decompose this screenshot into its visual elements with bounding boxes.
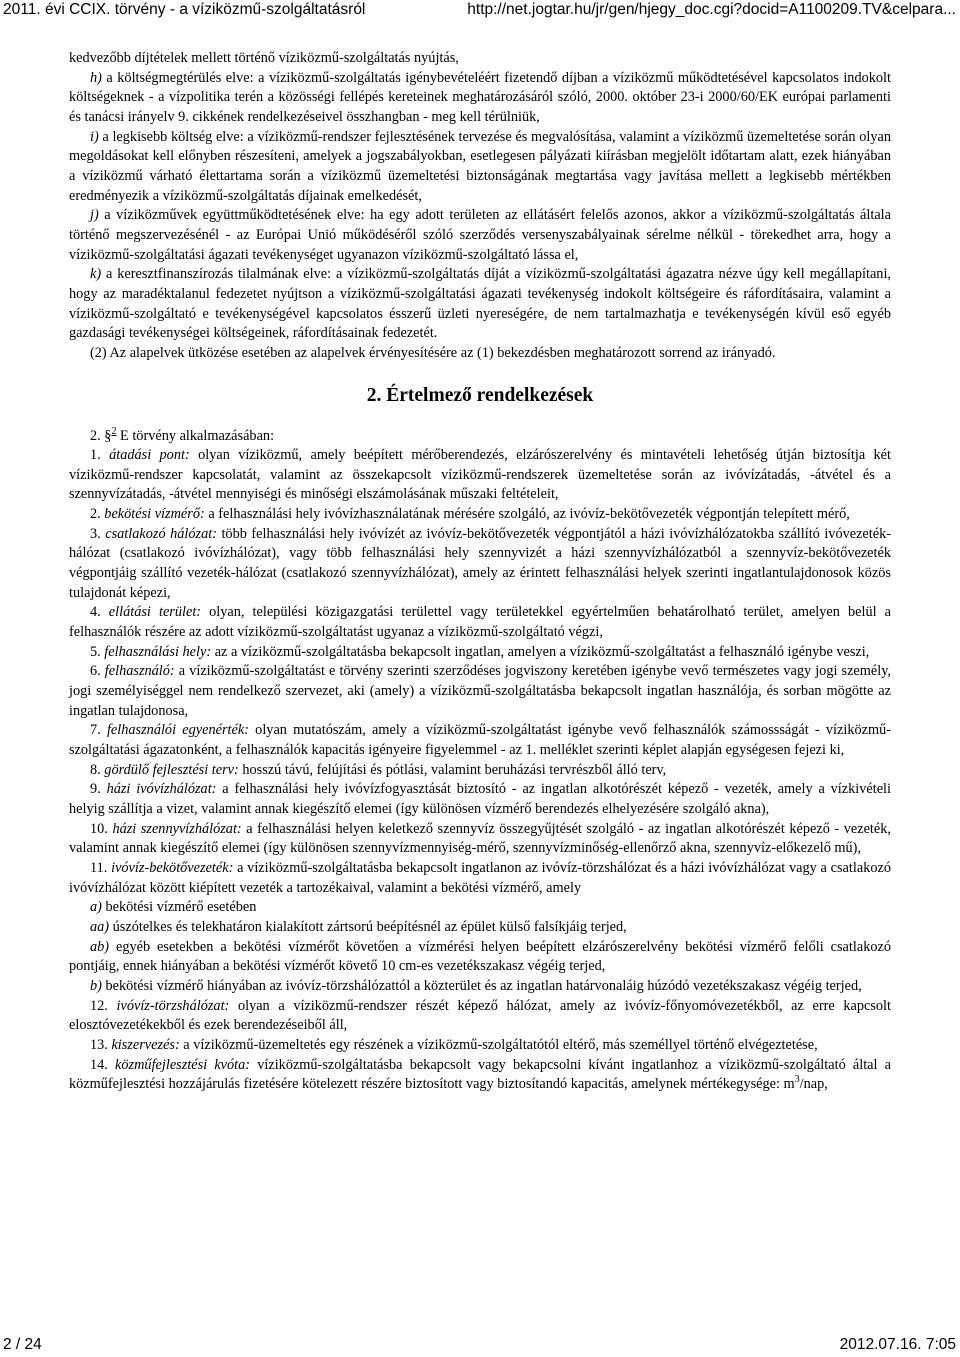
def-number: 8. [90,761,105,778]
def-term: átadási pont: [109,447,190,464]
print-datetime: 2012.07.16. 7:05 [839,1336,956,1353]
definition-10 [69,820,891,859]
definition-3 [69,525,891,604]
definition-14 [69,1056,891,1095]
section-2-intro [69,427,891,447]
def-number: 4. [90,604,109,621]
def-text: olyan, települési közigazgatási területtel vagy területekkel egyértelműen behatárolható terület, amelyen belül a felhasználók részére az adott víziközmű-szolgáltatást ugyanaz a víziközmű-szolgáltató végzi, [69,604,891,641]
item-label: aa) [90,918,110,935]
def-number: 1. [90,447,110,464]
document-body [69,49,891,1095]
def-number: 12. [90,997,117,1014]
definition-11 [69,859,891,898]
def-number: 13. [90,1036,112,1053]
def-text: az a víziközmű-szolgáltatásba bekapcsolt ingatlan, amelyen a víziközmű-szolgáltatást a felhasználó igénybe veszi, [211,643,870,660]
item-text: a költségmegtérülés elve: a víziközmű-szolgáltatás igénybevételéért fizetendő díjban a víziközmű működtetésével kapcsolatos indokolt költségeknek - a vízpolitika terén a közösségi fellépés kereteinek meghatározásáról szóló, 2000. október 23-i 2000/60/EK európai parlamenti és tanácsi irányelv 9. cikkének rendelkezéseivel összhangban - meg kell térülniük, [69,69,891,125]
footnote-link[interactable]: 2 [111,425,117,437]
item-label: b) [90,977,102,994]
def-number: 3. [90,525,106,542]
item-label: k) [90,266,102,283]
superscript: 3 [794,1074,800,1086]
definition-8 [69,761,891,781]
item-text: úszótelkes és telekhatáron kialakított zártsorú beépítésnél az épület külső falsíkjáig terjed, [109,918,627,935]
def-text: víziközmű-szolgáltatásba bekapcsolt vagy bekapcsolni kívánt ingatlanhoz a víziközmű-szolgáltató által a közműfejlesztési hozzájárulás fizetésére kötelezett részére biztosított vagy biztosítandó kapacitás, amelynek mértékegysége: m [69,1056,891,1093]
def-text: hosszú távú, felújítási és pótlási, valamint beruházási tervrészből álló terv, [238,761,667,778]
def-text: több felhasználási hely ivóvízét az ivóvíz-bekötővezeték végpontjától a házi ivóvízhálózatokba szállító ivóvezeték-hálózat (csatlakozó ivóvízhálózat), vagy több felhasználási hely szennyvizét a házi szennyvízhálózatból a szennyvíz-bekötővezeték végpontjáig szállító vezeték-hálózat (csatlakozó szennyvízhálózat), amely az érintett felhasználási helyek szerinti ingatlantulajdonosok közös tulajdonát képezi, [69,525,892,601]
paragraph-k [69,265,891,344]
def-text: a víziközmű-szolgáltatásba bekapcsolt ingatlanon az ivóvíz-törzshálózat és a házi ivóvízhálózat vagy a csatlakozó ivóvízhálózat között kiépített vezeték a tartozékaival, valamint a bekötési vízmérő, amely [69,859,891,896]
def-term: kiszervezés: [111,1036,180,1053]
def-text: olyan víziközmű, amely beépített mérőberendezés, elzárószerelvény és mintavételi lehetőség útján biztosítja két víziközmű-rendszer kapcsolatát, valamint az összekapcsolt víziközmű-rendszerek üzemeltetése során az ivóvízátadás, -átvétel és a szennyvízátadás, -átvétel mennyiségi és minőségi elszámolásának műszaki feltételeit, [69,447,891,503]
def-number: 2. [90,506,105,523]
def-term: ellátási terület: [108,604,202,621]
item-label: j) [90,207,99,224]
paragraph-j [69,206,891,265]
paragraph-2: (2) Az alapelvek ütközése esetében az alapelvek érvényesítésére az (1) bekezdésben meghatározott sorrend az irányadó. [90,344,776,361]
item-text: egyéb esetekben a bekötési vízmérőt követően a vízmérési helyen beépített elzárószerelvény bekötési vízmérő felőli csatlakozó pontjáig, ennek hiányában a bekötési vízmérőt követő 10 cm-es vezetékszakasz végéig terjed, [69,938,891,975]
def-number: 14. [90,1056,116,1073]
def-term: felhasználó: [104,663,175,680]
item-label: ab) [90,938,110,955]
definition-6 [69,662,891,721]
page-footer [0,1335,960,1357]
item-text: a legkisebb költség elve: a víziközmű-rendszer fejlesztésének tervezése és megvalósítása, valamint a víziközmű üzemeltetése során olyan megoldásokat kell előnyben részesíteni, amelyek a jogszabályokban, esetlegesen pályázati kiírásban megjelölt időtartam alatt, ezek hiányában a víziközmű várható élettartama során a víziközmű üzemeltetési biztonságának megtartása vagy javítása mellett a legkisebb mértékben eredményezik a víziközmű-szolgáltatás díjainak emelkedését, [69,128,891,204]
def-number: 7. [90,722,107,739]
paragraph-i [69,128,891,207]
paragraph-h [69,69,891,128]
section-title: 2. Értelmező rendelkezések [366,384,594,406]
def-text: olyan a víziközmű-rendszer részét képező hálózat, amely az ivóvíz-főnyomóvezetékből, az erre kapcsolt elosztóvezetékekből és ezek berendezéseiből áll, [69,997,891,1034]
item-label: a) [90,899,102,916]
definition-7 [69,721,891,760]
item-text: bekötési vízmérő esetében [101,899,257,916]
item-label: h) [90,69,102,86]
def-text-tail: /nap, [799,1076,828,1093]
definition-11-a [69,898,891,918]
def-text: a felhasználási hely ivóvízfogyasztását biztosító - az ingatlan alkotórészét képező - vezeték, amely a vízkivételi helyig szállítja a vizet, valamint annak kiegészítő elemei (így különösen vízmérő berendezés elhelyezésére szolgáló akna), [69,781,891,817]
definition-9 [69,780,891,819]
def-text: a felhasználási helyen keletkező szennyvíz összegyűjtését szolgáló - az ingatlan alkotórészét képező - vezeték, valamint annak kiegészítő elemei (így különösen szennyvízmennyiség-mérő, szennyvízminőség-ellenőrző akna, szennyvíz-előkezelő mű), [69,820,891,857]
def-term: felhasználási hely: [104,643,212,660]
def-term: közműfejlesztési kvóta: [115,1056,251,1073]
def-term: ivóvíz-bekötővezeték: [111,859,234,876]
item-text: a keresztfinanszírozás tilalmának elve: a víziközmű-szolgáltatás díját a víziközmű-szolgáltatási ágazatra nézve úgy kell megállapítani, hogy az maradéktalanul fedezetet nyújtson a víziközmű-szolgáltatási ágazati tevékenység indokolt költségeire és ráfordításaira, valamint a víziközmű-szolgáltató e tevékenységével kapcsolatos ésszerű üzleti nyereségére, de nem tartalmazhatja e tevékenységén kívül eső egyéb gazdasági tevékenységei költségeinek, ráfordításainak fedezetét. [69,266,891,342]
definition-13 [69,1036,891,1056]
def-number: 11. [90,859,112,876]
def-term: ivóvíz-törzshálózat: [116,997,230,1014]
def-number: 6. [90,663,105,680]
header-title: 2011. évi CCIX. törvény - a víziközmű-szolgáltatásról [3,1,366,18]
def-term: felhasználói egyenérték: [106,722,249,739]
page-number: 2 / 24 [3,1336,42,1353]
definition-1 [69,446,891,505]
page-header [0,0,960,22]
def-text: a víziközmű-üzemeltetés egy részének a víziközmű-szolgáltatótól eltérő, más személlyel történő elvégeztetése, [179,1036,818,1053]
def-number: 5. [90,643,105,660]
def-term: bekötési vízmérő: [104,506,205,523]
def-number: 10. [90,820,113,837]
paragraph: kedvezőbb díjtételek mellett történő víziközmű-szolgáltatás nyújtás, [69,50,459,66]
section-intro-text: E törvény alkalmazásában: [116,427,275,444]
definition-4 [69,603,891,642]
definition-11-ab [69,938,891,977]
definition-2 [69,505,891,525]
def-text: olyan mutatószám, amely a víziközmű-szolgáltatást igénybe vevő felhasználók számossságát - víziközmű-szolgáltatási ágazatonként, a felhasználók kapacitás igényeire figyelemmel - az 1. melléklet szerinti képlet alapján egységesen fejezi ki, [69,722,891,758]
definition-12 [69,997,891,1036]
def-term: csatlakozó hálózat: [105,525,217,542]
definition-5 [69,643,891,663]
def-term: gördülő fejlesztési terv: [104,761,239,778]
item-label: i) [90,128,99,145]
section-number: 2. § [90,427,112,444]
def-text: a felhasználási hely ivóvízhasználatának mérésére szolgáló, az ivóvíz-bekötővezeték végpontján telepített mérő, [204,506,850,523]
def-term: házi ivóvízhálózat: [106,781,217,798]
definition-11-aa [69,918,891,938]
item-text: a víziközművek együttműködtetésének elve: ha egy adott területen az ellátásért felelős azonos, akkor a víziközmű-szolgáltatás általa történő megszervezésénél - az Európai Unió működéséről szóló szerződés versenyszabályainak sérelme nélkül - törekedhet arra, hogy a víziközmű-szolgáltatási ágazati tevékenységet ugyanazon víziközmű-szolgáltató lássa el, [69,207,891,263]
def-number: 9. [90,781,107,798]
item-text: bekötési vízmérő hiányában az ivóvíz-törzshálózattól a közterület és az ingatlan határvonaláig húzódó vezetékszakasz végéig terjed, [101,977,862,994]
def-text: a víziközmű-szolgáltatást e törvény szerinti szerződéses jogviszony keretében igénybe vevő természetes vagy jogi személy, jogi személyiséggel nem rendelkező szervezet, aki (amely) a víziközmű-szolgáltatásba bekapcsolt ingatlan használója, és sorban mögötte az ingatlan tulajdonosa, [69,663,891,719]
definition-11-b [69,977,891,997]
def-term: házi szennyvízhálózat: [112,820,242,837]
header-url: http://net.jogtar.hu/jr/gen/hjegy_doc.cgi?docid=A1100209.TV&celpara... [467,1,956,18]
